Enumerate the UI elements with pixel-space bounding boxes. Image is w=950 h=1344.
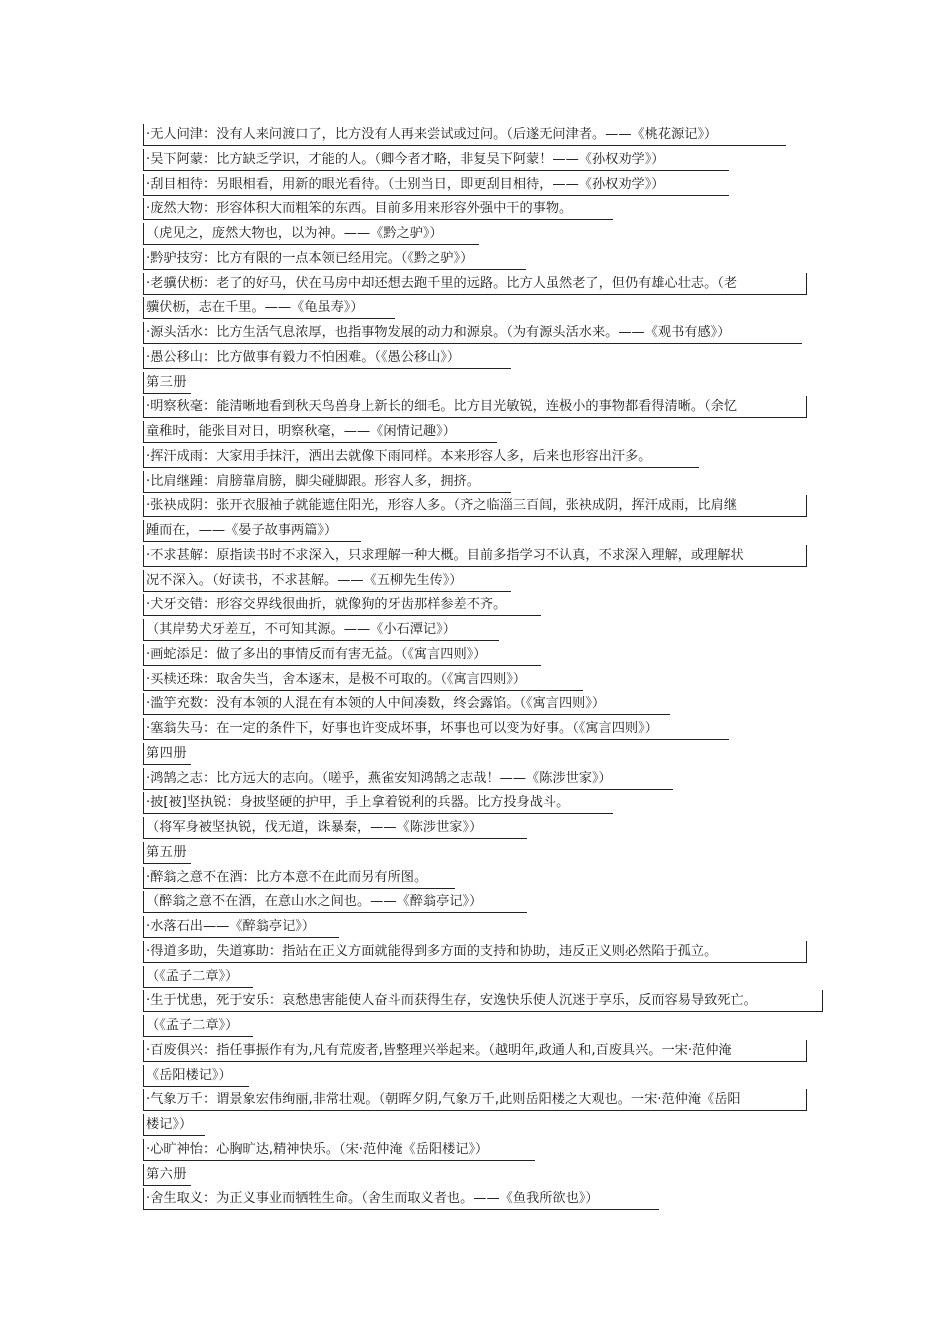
text-line: （《孟子二章》）	[143, 1015, 253, 1037]
text-line: ·得道多助，失道寡助：指站在正义方面就能得到多方面的支持和协助，违反正义则必然陷于孤立。	[143, 941, 807, 963]
text-line: 骥伏枥，志在千里。——《龟虽寿》）	[143, 297, 395, 319]
text-line: ·明察秋毫：能清晰地看到秋天鸟兽身上新长的细毛。比方目光敏锐，连极小的事物都看得清晰。（余忆	[143, 396, 807, 418]
text-line: （醉翁之意不在酒，在意山水之间也。——《醉翁亭记》）	[143, 891, 527, 913]
text-line: 童稚时，能张目对日，明察秋毫，——《闲情记趣》）	[143, 421, 497, 443]
text-line: ·水落石出——《醉翁亭记》）	[143, 916, 339, 938]
text-line: ·比肩继踵：肩膀靠肩膀，脚尖碰脚跟。形容人多，拥挤。	[143, 471, 511, 493]
text-line: 《岳阳楼记》）	[143, 1065, 249, 1087]
section-heading: 第六册	[143, 1164, 191, 1186]
text-line: 楼记》）	[143, 1114, 205, 1136]
text-line: ·张袂成阴：张开衣服袖子就能遮住阳光，形容人多。（齐之临淄三百闾，张袂成阴，挥汗成雨，比肩继	[143, 495, 807, 517]
text-line: ·无人问津：没有人来问渡口了，比方没有人再来尝试或过问。（后遂无问津者。——《桃花源记》）	[143, 124, 786, 146]
section-heading: 第三册	[143, 372, 191, 394]
text-line: 踵而在，——《晏子故事两篇》）	[143, 520, 361, 542]
text-line: ·气象万千：谓景象宏伟绚丽,非常壮观。（朝晖夕阴,气象万千,此则岳阳楼之大观也。一宋·范仲淹《岳阳	[143, 1089, 807, 1111]
text-line: ·犬牙交错：形容交界线很曲折，就像狗的牙齿那样参差不齐。	[143, 594, 541, 616]
document-text-block	[143, 124, 823, 1213]
text-line: ·醉翁之意不在酒：比方本意不在此而另有所图。	[143, 867, 455, 889]
text-line: （《孟子二章》）	[143, 966, 253, 988]
text-line: ·愚公移山：比方做事有毅力不怕困难。（《愚公移山》）	[143, 347, 511, 369]
text-line: 况不深入。（好读书，不求甚解。——《五柳先生传》）	[143, 570, 511, 592]
text-line: ·舍生取义：为正义事业而牺牲生命。（舍生而取义者也。——《鱼我所欲也》）	[143, 1188, 659, 1210]
text-line: ·买椟还珠：取舍失当，舍本逐末，是极不可取的。（《寓言四则》）	[143, 669, 583, 691]
text-line: ·生于忧患，死于安乐：哀愁患害能使人奋斗而获得生存，安逸快乐使人沉迷于享乐，反而容易导致死亡。	[143, 990, 823, 1012]
text-line: ·庞然大物：形容体积大而粗笨的东西。目前多用来形容外强中干的事物。	[143, 198, 613, 220]
text-line: ·挥汗成雨：大家用手抹汗，洒出去就像下雨同样。本来形容人多，后来也形容出汗多。	[143, 446, 699, 468]
text-line: ·吴下阿蒙：比方缺乏学识，才能的人。（卿今者才略，非复吴下阿蒙！——《孙权劝学》）	[143, 149, 729, 171]
text-line: ·不求甚解：原指读书时不求深入，只求理解一种大概。目前多指学习不认真，不求深入理解，或理解状	[143, 545, 807, 567]
text-line: （其岸势犬牙差互，不可知其源。——《小石潭记》）	[143, 619, 499, 641]
section-heading: 第四册	[143, 743, 191, 765]
text-line: ·滥竽充数：没有本领的人混在有本领的人中间凑数，终会露馅。（《寓言四则》）	[143, 693, 670, 715]
text-line: ·源头活水：比方生活气息浓厚，也指事物发展的动力和源泉。（为有源头活水来。——《观书有感》）	[143, 322, 802, 344]
text-line: ·百废俱兴：指任事振作有为,凡有荒废者,皆整理兴举起来。（越明年,政通人和,百废具兴。一宋·范仲淹	[143, 1040, 807, 1062]
text-line: （虎见之，庞然大物也，以为神。——《黔之驴》）	[143, 223, 479, 245]
text-line: ·披[被]坚执锐：身披坚硬的护甲，手上拿着锐利的兵器。比方投身战斗。	[143, 792, 613, 814]
text-line: ·心旷神怡：心胸旷达,精神快乐。（宋·范仲淹《岳阳楼记》）	[143, 1139, 535, 1161]
text-line: ·鸿鹄之志：比方远大的志向。（嗟乎，燕雀安知鸿鹄之志哉！——《陈涉世家》）	[143, 768, 673, 790]
text-line: ·塞翁失马：在一定的条件下，好事也许变成坏事，坏事也可以变为好事。（《寓言四则》）	[143, 718, 729, 740]
text-line: ·画蛇添足：做了多出的事情反而有害无益。（《寓言四则》）	[143, 644, 541, 666]
text-line: （将军身被坚执锐，伐无道，诛暴秦，——《陈涉世家》）	[143, 817, 527, 839]
section-heading: 第五册	[143, 842, 191, 864]
text-line: ·老骥伏枥：老了的好马，伏在马房中却还想去跑千里的远路。比方人虽然老了，但仍有雄心壮志。（老	[143, 273, 807, 295]
text-line: ·刮目相待：另眼相看，用新的眼光看待。（士别当日，即更刮目相待，——《孙权劝学》）	[143, 174, 729, 196]
text-line: ·黔驴技穷：比方有限的一点本领已经用完。（《黔之驴》）	[143, 248, 526, 270]
